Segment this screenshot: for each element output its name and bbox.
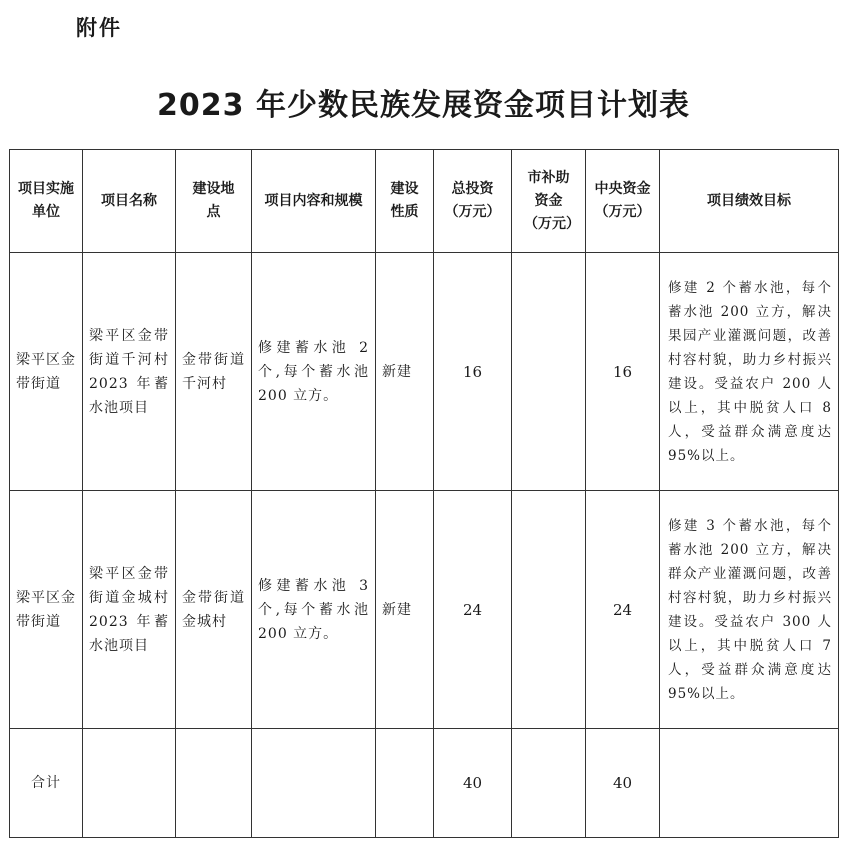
cell-goal: 修建 2 个蓄水池，每个蓄水池 200 立方，解决果园产业灌溉问题，改善村容村貌，助力乡村振兴建设。受益农户 200 人以上，其中脱贫人口 8 人，受益群众满意度达 95%以上。 <box>660 253 839 491</box>
cell-unit: 梁平区金带街道 <box>10 253 83 491</box>
cell-central: 24 <box>586 491 660 729</box>
cell-empty <box>376 729 434 838</box>
header-nature: 建设性质 <box>376 150 434 253</box>
header-goal: 项目绩效目标 <box>660 150 839 253</box>
cell-city <box>512 253 586 491</box>
document-title: 2023 年少数民族发展资金项目计划表 <box>157 88 690 123</box>
header-unit: 项目实施单位 <box>10 150 83 253</box>
table-header-row <box>10 150 839 253</box>
header-content: 项目内容和规模 <box>252 150 376 253</box>
cell-central-sum: 40 <box>586 729 660 838</box>
attachment-label: 附件 <box>76 16 122 40</box>
cell-empty <box>660 729 839 838</box>
cell-content: 修建蓄水池 3 个,每个蓄水池 200 立方。 <box>252 491 376 729</box>
header-total: 总投资（万元） <box>434 150 512 253</box>
cell-total-label: 合计 <box>10 729 83 838</box>
cell-unit: 梁平区金带街道 <box>10 491 83 729</box>
cell-goal: 修建 3 个蓄水池，每个蓄水池 200 立方，解决群众产业灌溉问题，改善村容村貌，助力乡村振兴建设。受益农户 300 人以上，其中脱贫人口 7 人，受益群众满意度达 95%以上。 <box>660 491 839 729</box>
cell-empty <box>83 729 176 838</box>
header-name: 项目名称 <box>83 150 176 253</box>
cell-city <box>512 491 586 729</box>
cell-nature: 新建 <box>376 253 434 491</box>
header-central: 中央资金（万元） <box>586 150 660 253</box>
cell-nature: 新建 <box>376 491 434 729</box>
table-row <box>10 491 839 729</box>
table-row <box>10 253 839 491</box>
cell-total: 24 <box>434 491 512 729</box>
header-city: 市补助资金（万元） <box>512 150 586 253</box>
cell-name: 梁平区金带街道金城村 2023 年蓄水池项目 <box>83 491 176 729</box>
total-row <box>10 729 839 838</box>
cell-empty <box>176 729 252 838</box>
cell-name: 梁平区金带街道千河村 2023 年蓄水池项目 <box>83 253 176 491</box>
cell-content: 修建蓄水池 2 个,每个蓄水池 200 立方。 <box>252 253 376 491</box>
cell-total-sum: 40 <box>434 729 512 838</box>
cell-location: 金带街道金城村 <box>176 491 252 729</box>
cell-total: 16 <box>434 253 512 491</box>
cell-location: 金带街道千河村 <box>176 253 252 491</box>
project-plan-table <box>9 149 839 838</box>
cell-central: 16 <box>586 253 660 491</box>
cell-empty <box>252 729 376 838</box>
cell-empty <box>512 729 586 838</box>
header-location: 建设地点 <box>176 150 252 253</box>
